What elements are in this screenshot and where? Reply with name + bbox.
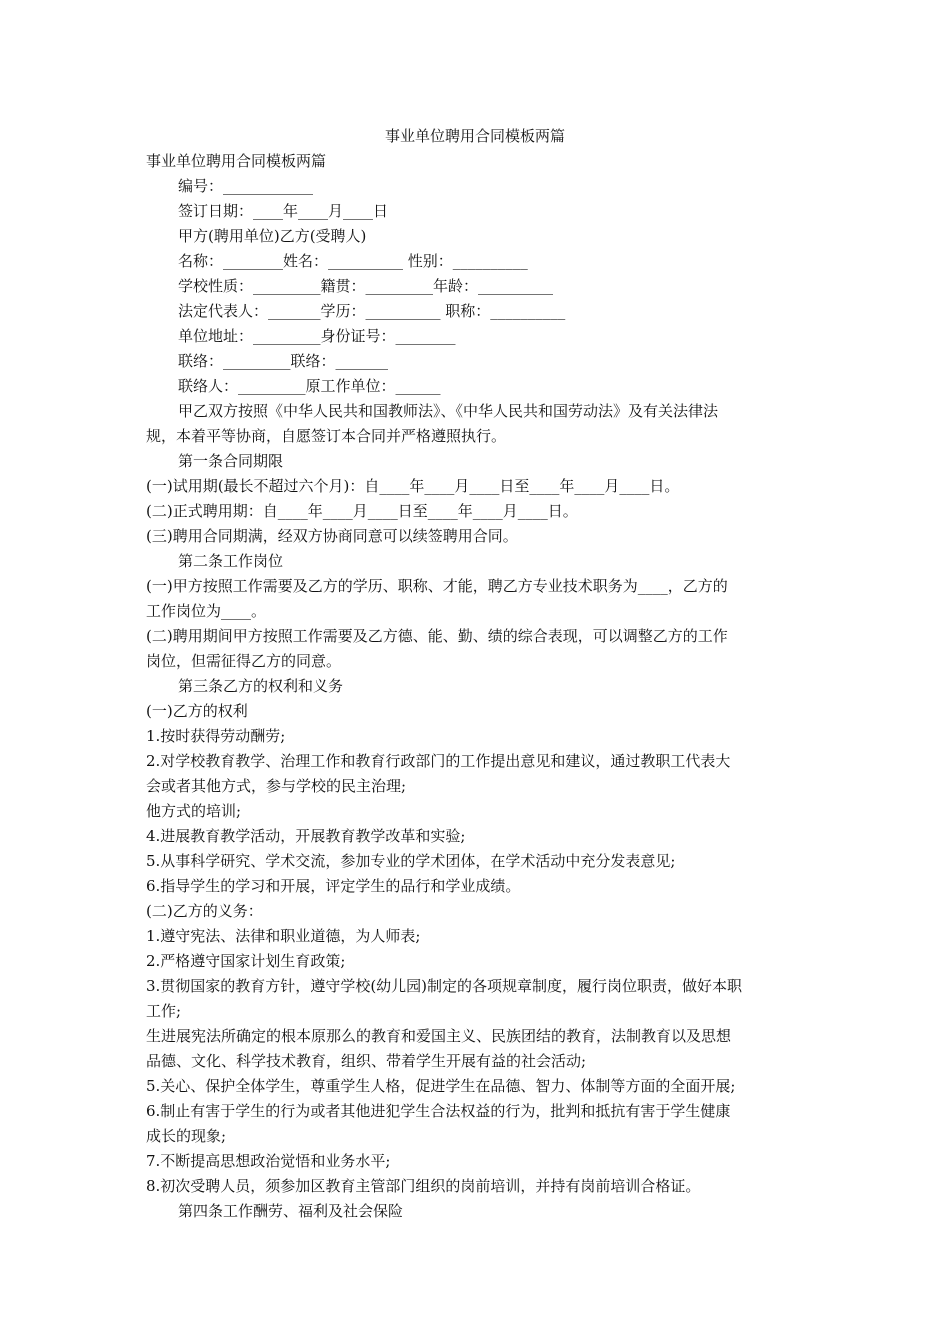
- paragraph-line: (一)试用期(最长不超过六个月)：自____年____月____日至____年____月____日。: [146, 477, 680, 495]
- paragraph-line: 1.按时获得劳动酬劳;: [146, 727, 286, 745]
- paragraph-line: (三)聘用合同期满，经双方协商同意可以续签聘用合同。: [146, 527, 518, 545]
- form-line: 学校性质：_________籍贯：_________年龄：__________: [178, 277, 554, 295]
- form-line: 单位地址：_________身份证号：________: [178, 327, 456, 345]
- section-heading: 第四条工作酬劳、福利及社会保险: [178, 1202, 404, 1220]
- paragraph-line: 5.关心、保护全体学生，尊重学生人格，促进学生在品德、智力、体制等方面的全面开展;: [146, 1077, 736, 1095]
- parties-line: 甲方(聘用单位)乙方(受聘人): [178, 227, 367, 245]
- form-line: 名称：________姓名：__________ 性别：__________: [178, 252, 528, 270]
- paragraph-line: (二)聘用期间甲方按照工作需要及乙方德、能、勤、绩的综合表现，可以调整乙方的工作: [146, 627, 728, 645]
- paragraph-line: 3.贯彻国家的教育方针，遵守学校(幼儿园)制定的各项规章制度，履行岗位职责，做好本职: [146, 977, 743, 995]
- paragraph-line: 他方式的培训;: [146, 802, 242, 820]
- document-subtitle: 事业单位聘用合同模板两篇: [146, 152, 327, 170]
- section-heading: 第二条工作岗位: [178, 552, 284, 570]
- paragraph-line: (一)乙方的权利: [146, 702, 248, 720]
- paragraph-line: 生进展宪法所确定的根本原那么的教育和爱国主义、民族团结的教育，法制教育以及思想: [146, 1027, 732, 1045]
- paragraph-line: 4.进展教育教学活动，开展教育教学改革和实验;: [146, 827, 466, 845]
- paragraph-line: 1.遵守宪法、法律和职业道德，为人师表;: [146, 927, 421, 945]
- paragraph-line: 品德、文化、科学技术教育，组织、带着学生开展有益的社会活动;: [146, 1052, 587, 1070]
- paragraph-line: (二)正式聘用期：自____年____月____日至____年____月____日。: [146, 502, 578, 520]
- contract-number: 编号：____________: [178, 177, 314, 195]
- signing-date: 签订日期：____年____月____日: [178, 202, 389, 220]
- paragraph-line: 甲乙双方按照《中华人民共和国教师法》、《中华人民共和国劳动法》及有关法律法: [178, 402, 719, 420]
- document-title: 事业单位聘用合同模板两篇: [384, 127, 565, 145]
- paragraph-line: 成长的现象;: [146, 1127, 227, 1145]
- paragraph-line: 规，本着平等协商，自愿签订本合同并严格遵照执行。: [146, 427, 507, 445]
- paragraph-line: 2.对学校教育教学、治理工作和教育行政部门的工作提出意见和建议，通过教职工代表大: [146, 752, 731, 770]
- paragraph-line: 8.初次受聘人员，须参加区教育主管部门组织的岗前培训，并持有岗前培训合格证。: [146, 1177, 701, 1195]
- paragraph-line: 工作;: [146, 1002, 182, 1020]
- form-line: 联络：_________联络：_______: [178, 352, 389, 370]
- paragraph-line: 5.从事科学研究、学术交流，参加专业的学术团体，在学术活动中充分发表意见;: [146, 852, 676, 870]
- paragraph-line: (二)乙方的义务：: [146, 902, 263, 920]
- paragraph-line: 岗位，但需征得乙方的同意。: [146, 652, 342, 670]
- form-line: 法定代表人：_______学历：__________ 职称：__________: [178, 302, 566, 320]
- paragraph-line: 6.指导学生的学习和开展，评定学生的品行和学业成绩。: [146, 877, 521, 895]
- paragraph-line: 2.严格遵守国家计划生育政策;: [146, 952, 346, 970]
- section-heading: 第三条乙方的权利和义务: [178, 677, 344, 695]
- form-line: 联络人：_________原工作单位：______: [178, 377, 441, 395]
- paragraph-line: 6.制止有害于学生的行为或者其他进犯学生合法权益的行为，批判和抵抗有害于学生健康: [146, 1102, 731, 1120]
- paragraph-line: 会或者其他方式，参与学校的民主治理;: [146, 777, 407, 795]
- paragraph-line: (一)甲方按照工作需要及乙方的学历、职称、才能，聘乙方专业技术职务为____，乙方的: [146, 577, 728, 595]
- section-heading: 第一条合同期限: [178, 452, 284, 470]
- paragraph-line: 7.不断提高思想政治觉悟和业务水平;: [146, 1152, 391, 1170]
- paragraph-line: 工作岗位为____。: [146, 602, 267, 620]
